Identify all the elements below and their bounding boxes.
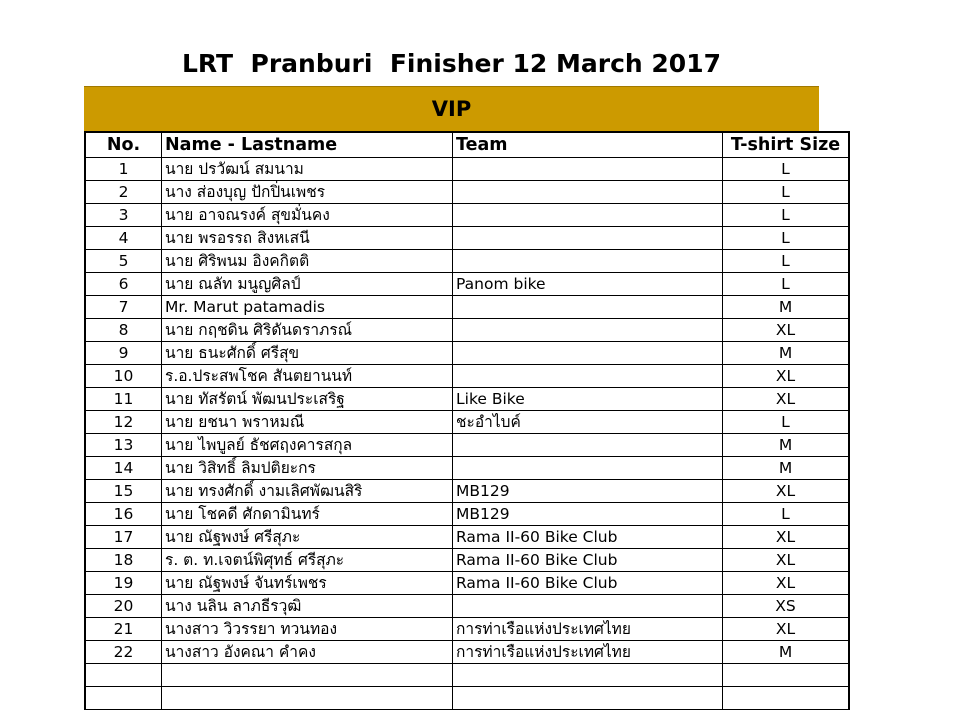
table-row [85, 227, 849, 250]
cell-no: 11 [85, 388, 162, 411]
cell-name: นาย ยชนา พราหมณี [162, 411, 453, 434]
cell-name: นาย วิสิทธิ์ ลิมปติยะกร [162, 457, 453, 480]
cell-size: L [723, 158, 850, 181]
cell-no: 6 [85, 273, 162, 296]
cell-size: XS [723, 595, 850, 618]
cell-team [453, 319, 723, 342]
cell-name: นาย ณัฐพงษ์ ศรีสุภะ [162, 526, 453, 549]
cell-no: 10 [85, 365, 162, 388]
cell-team [453, 365, 723, 388]
table-row [85, 595, 849, 618]
table-row [85, 572, 849, 595]
cell-team [453, 595, 723, 618]
cell-name: นาย กฤชดิน ศิริดันดราภรณ์ [162, 319, 453, 342]
cell-size: M [723, 457, 850, 480]
cell-name: นาง นลิน ลาภธีรวุฒิ [162, 595, 453, 618]
cell-size: M [723, 342, 850, 365]
cell-team [453, 664, 723, 687]
cell-size: XL [723, 319, 850, 342]
header-name: Name - Lastname [162, 132, 453, 158]
cell-team [453, 204, 723, 227]
cell-name: นาย อาจณรงค์ สุขมั่นคง [162, 204, 453, 227]
cell-size: XL [723, 480, 850, 503]
cell-team [453, 181, 723, 204]
cell-team: Panom bike [453, 273, 723, 296]
table-row [85, 273, 849, 296]
cell-name: นางสาว วิวรรยา ทวนทอง [162, 618, 453, 641]
cell-no: 3 [85, 204, 162, 227]
cell-name: นาง ส่องบุญ ปักปิ่นเพชร [162, 181, 453, 204]
cell-team [453, 457, 723, 480]
cell-no: 22 [85, 641, 162, 664]
cell-no: 19 [85, 572, 162, 595]
cell-no: 16 [85, 503, 162, 526]
cell-no: 12 [85, 411, 162, 434]
cell-no: 17 [85, 526, 162, 549]
cell-name: ร.อ.ประสพโชค สันตยานนท์ [162, 365, 453, 388]
table-row [85, 434, 849, 457]
cell-no: 7 [85, 296, 162, 319]
cell-team: ชะอำไบค์ [453, 411, 723, 434]
table-row [85, 342, 849, 365]
cell-size: L [723, 411, 850, 434]
page-title: LRT Pranburi Finisher 12 March 2017 [182, 49, 721, 78]
cell-no: 9 [85, 342, 162, 365]
cell-no [85, 664, 162, 687]
table-row [85, 158, 849, 181]
cell-team [453, 250, 723, 273]
table-row [85, 503, 849, 526]
cell-no: 13 [85, 434, 162, 457]
cell-no: 14 [85, 457, 162, 480]
cell-name: นาย ไพบูลย์ ธัชศฤงคารสกุล [162, 434, 453, 457]
table-row [85, 181, 849, 204]
cell-no: 18 [85, 549, 162, 572]
cell-size: L [723, 227, 850, 250]
cell-size: XL [723, 526, 850, 549]
cell-name: นาย ธนะศักดิ์ ศรีสุข [162, 342, 453, 365]
cell-size: M [723, 641, 850, 664]
cell-name: นาย ศิริพนม อิงคกิตติ [162, 250, 453, 273]
cell-name: นาย ทรงศักดิ์ งามเลิศพัฒนสิริ [162, 480, 453, 503]
cell-size: M [723, 434, 850, 457]
table-row [85, 365, 849, 388]
cell-name [162, 664, 453, 687]
table-row [85, 526, 849, 549]
table-header-row [85, 132, 849, 158]
table-row [85, 641, 849, 664]
cell-no: 1 [85, 158, 162, 181]
cell-team: MB129 [453, 503, 723, 526]
cell-size: XL [723, 572, 850, 595]
cell-size: XL [723, 365, 850, 388]
cell-team: Like Bike [453, 388, 723, 411]
table-row [85, 319, 849, 342]
table-row [85, 457, 849, 480]
table-row [85, 480, 849, 503]
cell-name: นางสาว อังคณา คำคง [162, 641, 453, 664]
cell-no: 20 [85, 595, 162, 618]
cell-name: นาย ปรวัฒน์ สมนาม [162, 158, 453, 181]
cell-team [453, 434, 723, 457]
cell-no: 8 [85, 319, 162, 342]
finisher-table [84, 131, 850, 710]
cell-no: 5 [85, 250, 162, 273]
cell-team: การท่าเรือแห่งประเทศไทย [453, 641, 723, 664]
cell-name: Mr. Marut patamadis [162, 296, 453, 319]
cell-team [453, 296, 723, 319]
cell-size: M [723, 296, 850, 319]
cell-size: L [723, 503, 850, 526]
table-row [85, 204, 849, 227]
cell-size [723, 664, 850, 687]
header-size: T-shirt Size [723, 132, 850, 158]
table-row [85, 549, 849, 572]
cell-name: นาย พรอรรถ สิงหเสนี [162, 227, 453, 250]
table-row [85, 296, 849, 319]
cell-size: L [723, 273, 850, 296]
table-row [85, 388, 849, 411]
section-header: VIP [84, 86, 819, 131]
cell-size: L [723, 181, 850, 204]
cell-team: Rama II-60 Bike Club [453, 526, 723, 549]
cell-team: Rama II-60 Bike Club [453, 549, 723, 572]
table-row [85, 664, 849, 687]
cell-name: นาย ณัฐพงษ์ จันทร์เพชร [162, 572, 453, 595]
cell-team: MB129 [453, 480, 723, 503]
cell-team [453, 158, 723, 181]
cell-team: การท่าเรือแห่งประเทศไทย [453, 618, 723, 641]
cell-size: XL [723, 549, 850, 572]
cell-no: 21 [85, 618, 162, 641]
cell-no: 4 [85, 227, 162, 250]
cell-no: 2 [85, 181, 162, 204]
cell-name: ร. ต. ท.เจตน์พิศุทธ์ ศรีสุภะ [162, 549, 453, 572]
table-row [85, 250, 849, 273]
cell-size: XL [723, 618, 850, 641]
cell-size: L [723, 204, 850, 227]
header-team: Team [453, 132, 723, 158]
table-row [85, 618, 849, 641]
cell-no: 15 [85, 480, 162, 503]
cell-team: Rama II-60 Bike Club [453, 572, 723, 595]
cell-size: L [723, 250, 850, 273]
cell-name: นาย โชคดี ศักดามินทร์ [162, 503, 453, 526]
cell-name: นาย ณลัท มนูญศิลป์ [162, 273, 453, 296]
cell-size: XL [723, 388, 850, 411]
table-row [85, 411, 849, 434]
cell-team [453, 342, 723, 365]
cell-name: นาย ทัสรัตน์ พัฒนประเสริฐ [162, 388, 453, 411]
cell-team [453, 227, 723, 250]
header-no: No. [85, 132, 162, 158]
